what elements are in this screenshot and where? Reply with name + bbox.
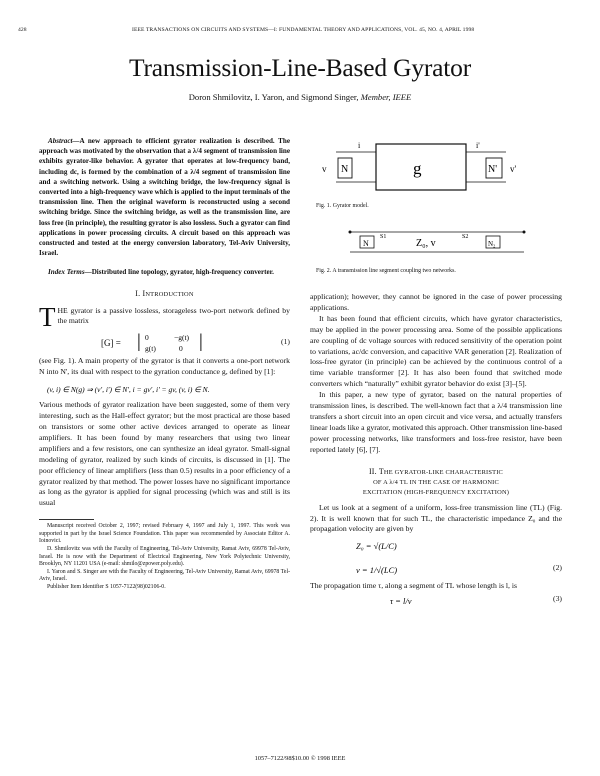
section1-p3: Various methods of gyrator realization have been suggested, some of them very interesting, such as the Hall-effect gyrator; but the most practical are those based on transistors or some other active devices arranged to operate as linear amplifiers. It has been found by many researchers that using two linear amplifiers and a few resistors, one can synthesize an ideal gyrator. Small-signal modeling of gyrator, realized by such kinds of circuits, is discussed in [1]. The poor efficiency of linear amplifiers (less than 0.5) results in a poor efficiency of a gyrator realized by that method. The power losses have no significant importance as long as the gyrator is applied for signal processing (which was and still is its usual xyxy=(39,400,290,508)
right-p5: The propagation time τ, along a segment of TL whose length is l, is xyxy=(310,581,517,591)
equation-1 xyxy=(39,330,290,356)
section1-p2: (see Fig. 1). A main property of the gyrator is that it converts a one-port network N into N', its dual with respect to the gyration conductance g, defined by [1]: xyxy=(39,356,290,377)
left-column xyxy=(39,136,290,592)
footnote-affiliation-2: I. Yaron and S. Singer are with the Faculty of Engineering, Tel-Aviv University, Ramat Aviv, 69978 Tel-Aviv, Israel. xyxy=(39,568,290,583)
fig2-s1-label: S1 xyxy=(380,234,387,240)
section1-number: I. xyxy=(135,288,141,298)
fig1-nprime-label: N' xyxy=(488,164,498,175)
fig2-n2-label: N₂ xyxy=(488,240,496,248)
index-terms xyxy=(39,267,290,277)
eq1-bracket-left: | xyxy=(137,331,141,353)
eq1-a11: 0 xyxy=(145,333,149,343)
authors: Doron Shmilovitz, I. Yaron, and Sigmond Singer, xyxy=(188,92,359,102)
index-terms-text: Distributed line topology, gyrator, high-frequency converter. xyxy=(91,268,274,277)
eq3-expression: τ = l/v xyxy=(390,596,412,607)
equation-2-graphic xyxy=(356,535,556,581)
fig2-tl-segment xyxy=(344,224,544,260)
section1-p1 xyxy=(39,301,290,332)
section1-title: NTRODUCTION xyxy=(145,290,194,298)
right-column xyxy=(310,292,562,610)
eq1-a12: −g(t) xyxy=(174,333,190,343)
page-number: 428 xyxy=(18,27,27,33)
abstract-label: Abstract— xyxy=(48,137,80,145)
equation-3-graphic xyxy=(390,592,470,610)
index-terms-label: Index Terms— xyxy=(48,268,92,277)
fig1-vprime-label: v' xyxy=(510,164,517,174)
fig2-z-label: Z₀, v xyxy=(416,238,436,249)
footnotes xyxy=(39,519,290,591)
abstract xyxy=(39,136,290,258)
author-membership: Member, IEEE xyxy=(360,92,412,102)
paper-title: Transmission-Line-Based Gyrator xyxy=(128,53,472,82)
fig2-terminal-tl xyxy=(349,231,352,234)
drop-cap: T xyxy=(39,301,56,332)
section2-line2-rest: ASE OF HARMONIC xyxy=(437,478,499,486)
gyration-relation xyxy=(39,378,290,400)
fig1-g-label: g xyxy=(413,159,422,178)
section2-line1-rest: HE GYRATOR-LIKE CHARACTERISTIC xyxy=(383,468,504,476)
section2-line1 xyxy=(310,467,562,478)
footnote-rule xyxy=(39,519,94,520)
footnote-publisher-id: Publisher Item Identifier S 1057-7122(98)02106-0. xyxy=(47,583,166,590)
section2-line2 xyxy=(310,478,562,488)
section2-line1-prefix: II. T xyxy=(368,466,384,476)
section1-p1-text: HE gyrator is a passive lossless, storageless two-port network defined by the matrix xyxy=(57,305,290,326)
equation-2 xyxy=(310,535,562,581)
fig1-gyrator-model xyxy=(316,138,566,196)
section2-line2-prefix: OF A λ/4 TL IN THE C xyxy=(373,478,438,486)
eq1-number: (1) xyxy=(281,337,290,347)
running-header: IEEE TRANSACTIONS ON CIRCUITS AND SYSTEMS—I: FUNDAMENTAL THEORY AND APPLICATIONS, VOL. 45, NO. 4, APRIL 1998 xyxy=(132,27,475,33)
gyration-relation-expression: (v, i) ∈ N(g) ⇒ (v', i') ∈ N', i = gv', i' = gv, (v, i) ∈ N. xyxy=(47,385,210,395)
right-p1: application); however, they cannot be ignored in the case of power processing applications. xyxy=(310,292,562,312)
eq3-number: (3) xyxy=(553,594,562,604)
eq1-a22: 0 xyxy=(179,344,183,354)
fig2-s2-label: S2 xyxy=(462,234,469,240)
footnote-affiliation-1: D. Shmilovitz was with the Faculty of Engineering, Tel-Aviv University, Ramat Aviv, 69978 Tel-Aviv, Israel. He is now with the Department of Electrical Engineering, New York Polytechnic University, Brooklyn, NY 11201 USA (e-mail: shmilo@zpower.poly.edu). xyxy=(39,546,290,568)
fig1-n-label: N xyxy=(341,164,349,175)
section1-initial: I xyxy=(142,288,146,298)
right-p3: In this paper, a new type of gyrator, based on the natural properties of transmission lines, is described. The well-known fact that a λ/4 transmission line transfers a short circuit into an open circuit and vice versa, and actually transfers linear loads like a gyrator, motivated this approach. Other transmission line-based power processing networks, like transformers and loss-free resistor, have been reported lately [6], [7]. xyxy=(310,390,562,454)
eq2-number: (2) xyxy=(553,563,562,573)
fig2-terminal-tr xyxy=(523,231,526,234)
section2-line3: EXCITATION (HIGH-FREQUENCY EXCITATION) xyxy=(362,488,510,496)
fig1-iprime-label: i' xyxy=(476,141,480,150)
eq1-lhs: [G] = xyxy=(101,338,121,349)
eq1-a21: g(t) xyxy=(145,344,156,354)
footnote-manuscript: Manuscript received October 2, 1997; revised February 4, 1997 and July 1, 1997. This work was supported in part by the Israel Science Foundation. This paper was recommended by Associate Editor A. Ioinovici. xyxy=(39,523,290,545)
fig1-caption: Fig. 1. Gyrator model. xyxy=(316,203,369,209)
fig1-i-label: i xyxy=(358,141,361,150)
fig2-caption: Fig. 2. A transmission line segment coupling two networks. xyxy=(316,268,456,274)
fig2-n-label: N xyxy=(363,239,369,248)
fig1-v-label: v xyxy=(322,164,327,174)
section2-heading xyxy=(310,467,562,498)
gyration-relation-graphic xyxy=(39,378,290,400)
eq2-v: v = 1/√(LC) xyxy=(356,565,398,576)
eq1-bracket-right: | xyxy=(199,331,203,353)
abstract-text: A new approach to efficient gyrator realization is described. The approach was motivated by the observation that a λ/4 segment of transmission line exhibits gyrator-like behavior. A gyrator that operates at low-frequency band, including dc, is formed by the combination of a λ/4 segment of transmission line and a switching network. Using a switching bridge, the low-frequency signal is converted into a high-frequency wave which is applied to the input terminals of the transmission line. Then the original waveform is reconstructed using a second switching bridge. Since the switching bridge, as well as the transmission line, are loss free (in principle), the resulting gyrator is also lossless. Such a gyrator can find applications in power processing circuits. A circuit based on this approach was constructed and tested at the energy conversion laboratory, Tel-Aviv University, Israel. xyxy=(39,137,290,258)
right-p2: It has been found that efficient circuits, which have gyrator characteristics, may be applied in the power processing area. Some of the possible applications are coupling of dc voltage sources with reduced sensitivity of the operation point to variations, ac/dc conversion, and capacitive VAR generation [2]. Realization of loss-free gyrator (in principle) can be achieved by the continuous control of a time variable transformer [2]. It has also been found that switched mode converters which “naturally” exhibit gyrator behavior do exist [3]–[5]. xyxy=(310,313,562,389)
copyright-footer: 1057–7122/98$10.00 © 1998 IEEE xyxy=(254,755,346,762)
equation-1-graphic xyxy=(101,330,251,356)
right-p4: Let us look at a segment of a uniform, loss-free transmission line (TL) (Fig. 2). It is well known that for such TL, the characteristic impedance Z₀ and the propagation velocity are given by xyxy=(310,502,562,534)
section1-heading xyxy=(39,289,290,301)
author-line xyxy=(0,92,600,102)
eq2-z0: Z₀ = √(L/C) xyxy=(356,541,397,552)
equation-3 xyxy=(310,592,562,610)
